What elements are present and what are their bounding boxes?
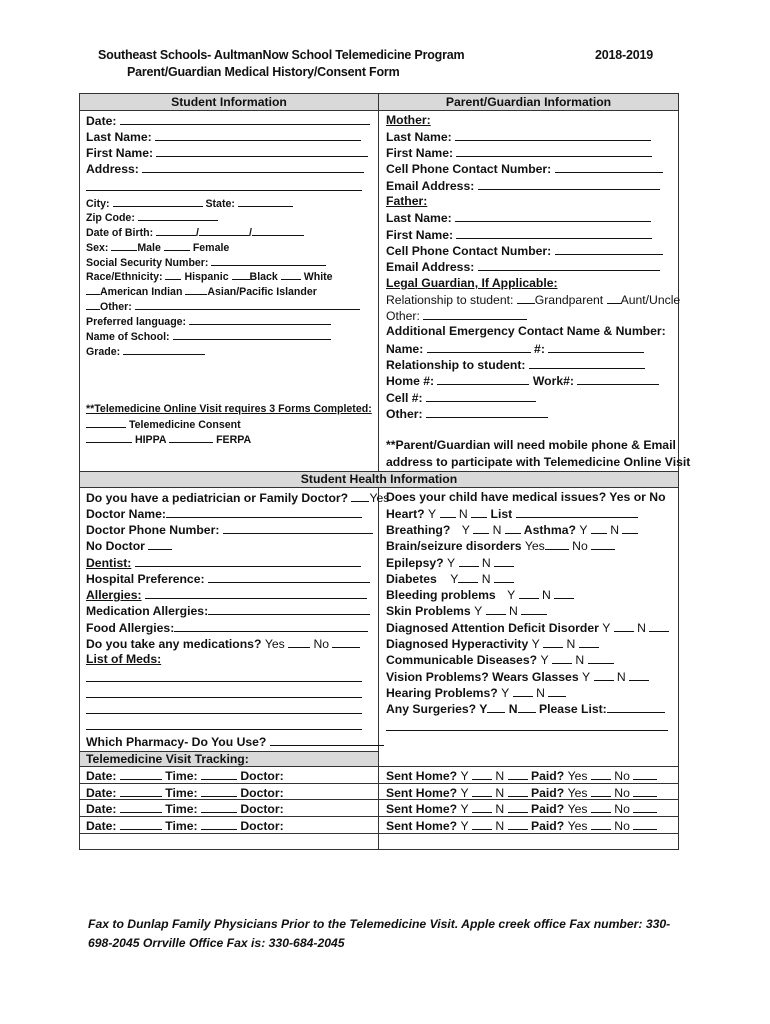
list-of-meds-label: List of Meds: <box>86 652 162 666</box>
city-state-field[interactable]: City: State: <box>86 195 293 211</box>
medication-allergies-field[interactable]: Medication Allergies: <box>86 603 370 618</box>
pharmacy-field[interactable]: Which Pharmacy- Do You Use? <box>86 734 384 749</box>
communicable-question[interactable]: Communicable Diseases? Y N <box>386 652 614 667</box>
meds-line[interactable] <box>86 670 362 685</box>
tracking-row-2-left[interactable]: Date: Time: Doctor: <box>86 786 284 800</box>
guardian-info-heading: Parent/Guardian Information <box>445 95 612 109</box>
hearing-question[interactable]: Hearing Problems? Y N <box>386 685 566 700</box>
column-divider-top <box>378 93 379 471</box>
student-last-name-field[interactable]: Last Name: <box>86 129 361 144</box>
skin-question[interactable]: Skin Problems Y N <box>386 603 547 618</box>
meds-line[interactable] <box>86 686 362 701</box>
father-email-field[interactable]: Email Address: <box>386 259 660 274</box>
row-divider <box>79 487 679 488</box>
father-last-name-field[interactable]: Last Name: <box>386 210 651 225</box>
tracking-row-3-right[interactable]: Sent Home? Y N Paid? Yes No <box>386 801 657 816</box>
column-divider-bottom <box>378 487 379 850</box>
student-info-heading: Student Information <box>171 95 287 109</box>
hippa-ferpa-checkboxes[interactable]: HIPPA FERPA <box>86 431 251 447</box>
fax-instructions: Fax to Dunlap Family Physicians Prior to the Telemedicine Visit. Apple creek office Fax number: 330-698-2045 Orrville Office Fax is: 330-684-2045 <box>88 917 671 950</box>
row-divider <box>79 816 679 817</box>
form-subtitle: Parent/Guardian Medical History/Consent Form <box>127 65 400 79</box>
race-other-field[interactable]: Other: <box>86 298 360 314</box>
add-question[interactable]: Diagnosed Attention Deficit Disorder Y N <box>386 620 669 635</box>
hospital-preference-field[interactable]: Hospital Preference: <box>86 571 370 586</box>
diabetes-question[interactable]: Diabetes Y N <box>386 571 514 586</box>
ssn-field[interactable]: Social Security Number: <box>86 254 326 270</box>
emergency-name-field[interactable]: Name: #: <box>386 341 644 356</box>
tracking-row-4-right[interactable]: Sent Home? Y N Paid? Yes No <box>386 818 657 833</box>
preferred-language-field[interactable]: Preferred language: <box>86 313 331 329</box>
tracking-row-4-left[interactable]: Date: Time: Doctor: <box>86 819 284 833</box>
row-divider <box>79 110 679 111</box>
tracking-row-3-left[interactable]: Date: Time: Doctor: <box>86 802 284 816</box>
father-cell-field[interactable]: Cell Phone Contact Number: <box>386 243 663 258</box>
medical-issues-question: Does your child have medical issues? Yes or No <box>386 490 666 504</box>
tracking-row-1-left[interactable]: Date: Time: Doctor: <box>86 769 284 783</box>
guardian-other-field[interactable]: Other: <box>386 308 527 323</box>
grade-field[interactable]: Grade: <box>86 343 205 359</box>
emergency-contact-label: Additional Emergency Contact Name & Number: <box>386 324 666 338</box>
father-label: Father: <box>386 194 428 208</box>
row-divider <box>79 783 679 784</box>
breathing-asthma-question[interactable]: Breathing? Y N Asthma? Y N <box>386 522 638 537</box>
no-doctor-field[interactable]: No Doctor <box>86 538 172 553</box>
father-first-name-field[interactable]: First Name: <box>386 227 652 242</box>
school-name-field[interactable]: Name of School: <box>86 328 331 344</box>
mother-first-name-field[interactable]: First Name: <box>386 145 652 160</box>
home-work-phone-field[interactable]: Home #: Work#: <box>386 373 659 388</box>
forms-required-note: **Telemedicine Online Visit requires 3 Forms Completed: <box>86 403 372 415</box>
race-line2[interactable]: American Indian Asian/Pacific Islander <box>86 283 317 299</box>
mother-cell-field[interactable]: Cell Phone Contact Number: <box>386 161 663 176</box>
tracking-row-1-right[interactable]: Sent Home? Y N Paid? Yes No <box>386 768 657 783</box>
student-first-name-field[interactable]: First Name: <box>86 145 368 160</box>
doctor-name-field[interactable]: Doctor Name: <box>86 506 362 521</box>
dentist-field[interactable]: Dentist: <box>86 555 361 570</box>
guardian-note-line1: **Parent/Guardian will need mobile phone & Email <box>386 438 676 452</box>
mother-email-field[interactable]: Email Address: <box>386 178 660 193</box>
sex-field[interactable]: Sex: Male Female <box>86 239 229 255</box>
surgeries-line[interactable] <box>386 719 668 734</box>
emergency-cell-field[interactable]: Cell #: <box>386 390 536 405</box>
doctor-phone-field[interactable]: Doctor Phone Number: <box>86 522 373 537</box>
zip-code-field[interactable]: Zip Code: <box>86 209 218 225</box>
medications-question[interactable]: Do you take any medications? Yes No <box>86 636 360 651</box>
row-divider <box>79 833 679 834</box>
school-year: 2018-2019 <box>595 48 653 62</box>
row-divider <box>79 766 679 767</box>
consent-form-checkbox[interactable]: Telemedicine Consent <box>86 416 241 432</box>
tracking-row-2-right[interactable]: Sent Home? Y N Paid? Yes No <box>386 785 657 800</box>
relationship-field[interactable]: Relationship to student: Grandparent Aunt/Uncle <box>386 293 681 307</box>
emergency-other-field[interactable]: Other: <box>386 406 548 421</box>
heart-question[interactable]: Heart? Y N List <box>386 506 638 521</box>
food-allergies-field[interactable]: Food Allergies: <box>86 620 368 635</box>
emergency-relationship-field[interactable]: Relationship to student: <box>386 357 645 372</box>
race-ethnicity-field[interactable]: Race/Ethnicity: Hispanic Black White <box>86 268 333 284</box>
hyperactivity-question[interactable]: Diagnosed Hyperactivity Y N <box>386 636 599 651</box>
mother-label: Mother: <box>386 113 431 127</box>
health-info-heading: Student Health Information <box>300 472 458 486</box>
guardian-note-line2: address to participate with Telemedicine Online Visit <box>386 455 691 469</box>
epilepsy-question[interactable]: Epilepsy? Y N <box>386 555 514 570</box>
tracking-heading: Telemedicine Visit Tracking: <box>86 752 249 766</box>
allergies-field[interactable]: Allergies: <box>86 587 367 602</box>
meds-line[interactable] <box>86 718 362 733</box>
student-address-field[interactable]: Address: <box>86 161 364 176</box>
student-date-field[interactable]: Date: <box>86 113 370 128</box>
date-of-birth-field[interactable]: Date of Birth: / / <box>86 224 304 240</box>
vision-question[interactable]: Vision Problems? Wears Glasses Y N <box>386 669 649 684</box>
form-title: Southeast Schools- AultmanNow School Telemedicine Program <box>98 48 465 62</box>
mother-last-name-field[interactable]: Last Name: <box>386 129 651 144</box>
brain-seizure-question[interactable]: Brain/seizure disorders Yes No <box>386 538 615 553</box>
bleeding-question[interactable]: Bleeding problems Y N <box>386 587 574 602</box>
student-address-line2[interactable] <box>86 179 362 194</box>
surgeries-question[interactable]: Any Surgeries? Y N Please List: <box>386 701 665 716</box>
legal-guardian-label: Legal Guardian, If Applicable: <box>386 276 558 290</box>
pediatrician-question[interactable]: Do you have a pediatrician or Family Doctor? Yes <box>86 491 390 505</box>
meds-line[interactable] <box>86 702 362 717</box>
